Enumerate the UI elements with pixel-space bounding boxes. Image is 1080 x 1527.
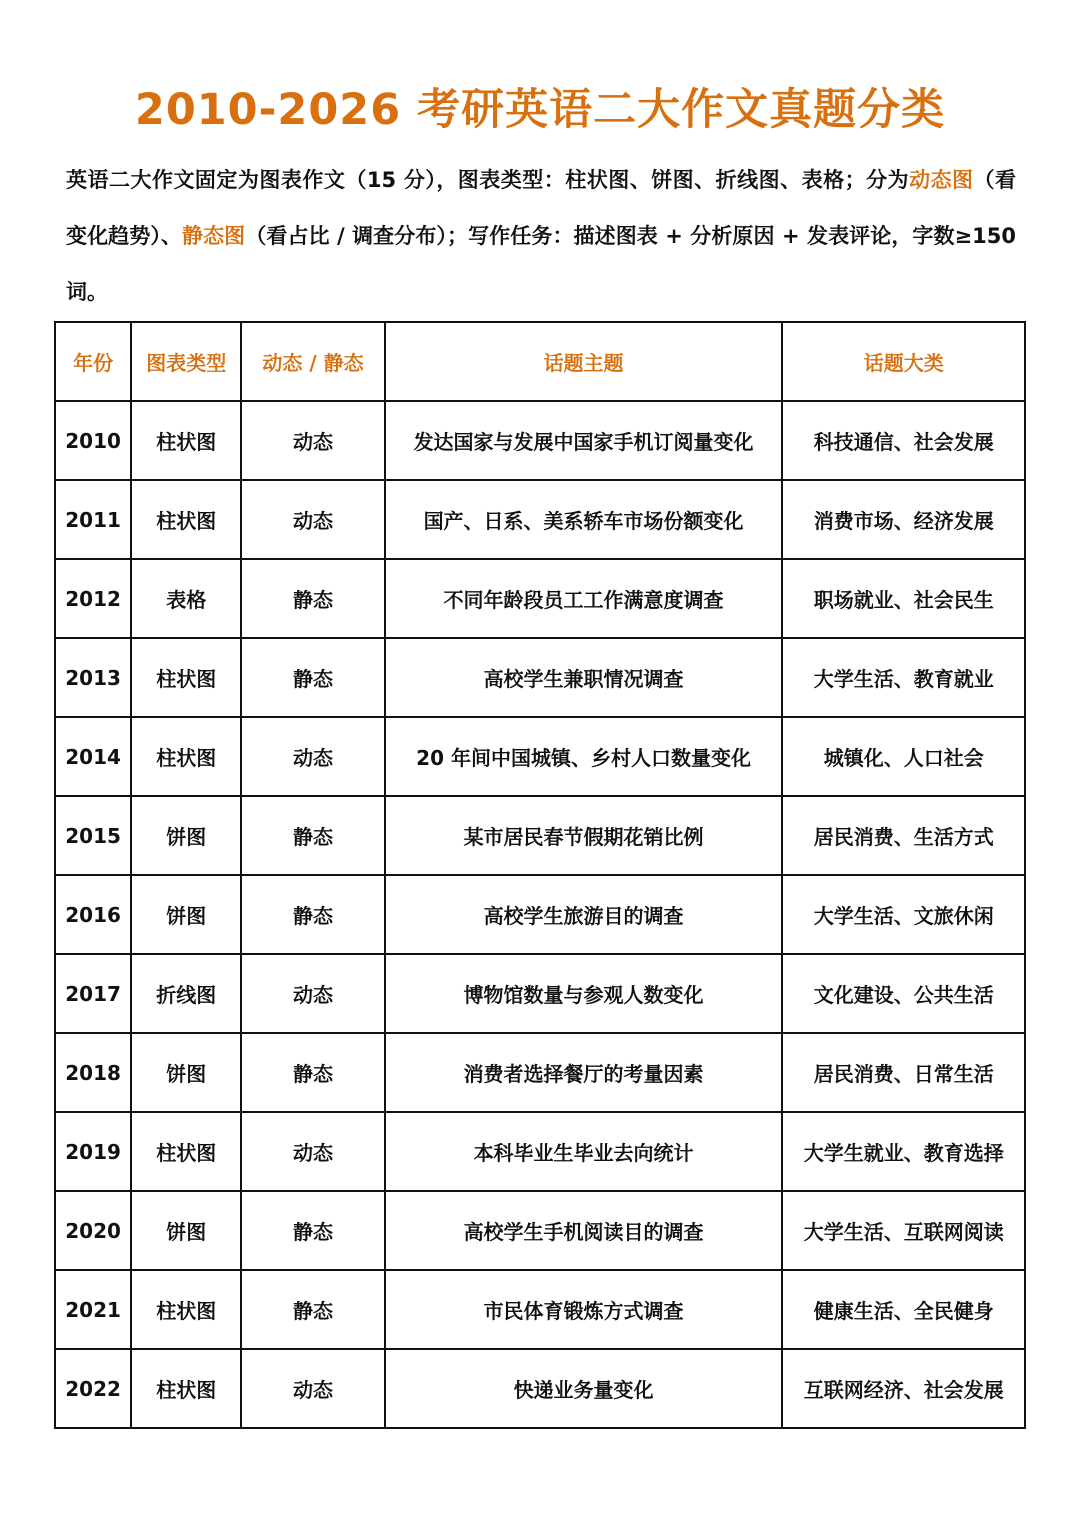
table-row <box>55 480 1025 559</box>
category-cell: 居民消费、生活方式 <box>782 796 1025 875</box>
category-cell: 居民消费、日常生活 <box>782 1033 1025 1112</box>
mode-cell: 动态 <box>241 954 384 1033</box>
mode-cell: 动态 <box>241 1349 384 1428</box>
page-title: 2010-2026 考研英语二大作文真题分类 <box>134 85 946 135</box>
table-row <box>55 954 1025 1033</box>
chart-type-cell: 饼图 <box>131 1033 241 1112</box>
category-cell: 文化建设、公共生活 <box>782 954 1025 1033</box>
table-row <box>55 1033 1025 1112</box>
header-chart-type: 图表类型 <box>131 322 241 401</box>
chart-type-cell: 折线图 <box>131 954 241 1033</box>
header-category: 话题大类 <box>782 322 1025 401</box>
chart-type-cell: 柱状图 <box>131 1112 241 1191</box>
topic-cell: 高校学生兼职情况调查 <box>385 638 783 717</box>
mode-cell: 静态 <box>241 638 384 717</box>
table-row <box>55 796 1025 875</box>
chart-type-cell: 柱状图 <box>131 480 241 559</box>
chart-type-cell: 饼图 <box>131 796 241 875</box>
category-cell: 大学生活、互联网阅读 <box>782 1191 1025 1270</box>
mode-cell: 静态 <box>241 796 384 875</box>
year-cell: 2022 <box>55 1349 131 1428</box>
mode-cell: 静态 <box>241 1270 384 1349</box>
year-cell: 2013 <box>55 638 131 717</box>
mode-cell: 静态 <box>241 1033 384 1112</box>
topic-cell: 高校学生旅游目的调查 <box>385 875 783 954</box>
table-row <box>55 875 1025 954</box>
chart-type-cell: 柱状图 <box>131 638 241 717</box>
chart-type-cell: 饼图 <box>131 1191 241 1270</box>
year-cell: 2021 <box>55 1270 131 1349</box>
category-cell: 职场就业、社会民生 <box>782 559 1025 638</box>
topic-cell: 市民体育锻炼方式调查 <box>385 1270 783 1349</box>
category-cell: 健康生活、全民健身 <box>782 1270 1025 1349</box>
topic-cell: 博物馆数量与参观人数变化 <box>385 954 783 1033</box>
chart-type-cell: 表格 <box>131 559 241 638</box>
essay-topics-table <box>54 321 1026 1429</box>
table-row <box>55 401 1025 480</box>
header-year: 年份 <box>55 322 131 401</box>
topic-cell: 发达国家与发展中国家手机订阅量变化 <box>385 401 783 480</box>
mode-cell: 静态 <box>241 1191 384 1270</box>
topic-cell: 不同年龄段员工工作满意度调查 <box>385 559 783 638</box>
category-cell: 大学生活、文旅休闲 <box>782 875 1025 954</box>
topic-cell: 国产、日系、美系轿车市场份额变化 <box>385 480 783 559</box>
mode-cell: 动态 <box>241 717 384 796</box>
topic-cell: 本科毕业生毕业去向统计 <box>385 1112 783 1191</box>
topic-cell: 某市居民春节假期花销比例 <box>385 796 783 875</box>
table-row <box>55 559 1025 638</box>
table-row <box>55 1112 1025 1191</box>
year-cell: 2019 <box>55 1112 131 1191</box>
category-cell: 消费市场、经济发展 <box>782 480 1025 559</box>
topic-cell: 快递业务量变化 <box>385 1349 783 1428</box>
category-cell: 大学生活、教育就业 <box>782 638 1025 717</box>
year-cell: 2018 <box>55 1033 131 1112</box>
year-cell: 2017 <box>55 954 131 1033</box>
category-cell: 科技通信、社会发展 <box>782 401 1025 480</box>
table-row <box>55 638 1025 717</box>
mode-cell: 静态 <box>241 559 384 638</box>
chart-type-cell: 柱状图 <box>131 401 241 480</box>
mode-cell: 静态 <box>241 875 384 954</box>
table-header-row <box>55 322 1025 401</box>
year-cell: 2020 <box>55 1191 131 1270</box>
year-cell: 2010 <box>55 401 131 480</box>
table-row <box>55 717 1025 796</box>
header-topic: 话题主题 <box>385 322 783 401</box>
mode-cell: 动态 <box>241 401 384 480</box>
year-cell: 2015 <box>55 796 131 875</box>
chart-type-cell: 柱状图 <box>131 717 241 796</box>
year-cell: 2012 <box>55 559 131 638</box>
chart-type-cell: 饼图 <box>131 875 241 954</box>
mode-cell: 动态 <box>241 480 384 559</box>
category-cell: 互联网经济、社会发展 <box>782 1349 1025 1428</box>
static-chart-highlight: 静态图 <box>182 224 246 248</box>
table-row <box>55 1349 1025 1428</box>
topic-cell: 高校学生手机阅读目的调查 <box>385 1191 783 1270</box>
intro-text-1: 英语二大作文固定为图表作文（15 分），图表类型：柱状图、饼图、折线图、表格；分为 <box>66 168 910 192</box>
category-cell: 城镇化、人口社会 <box>782 717 1025 796</box>
intro-paragraph <box>66 152 1016 320</box>
category-cell: 大学生就业、教育选择 <box>782 1112 1025 1191</box>
header-mode: 动态 / 静态 <box>241 322 384 401</box>
intro-text-3: （看占比 / 调查分布）；写作任务：描述图表 + 分析原因 + 发表评论，字数≥150 词。 <box>66 224 1017 304</box>
table-row <box>55 1270 1025 1349</box>
year-cell: 2016 <box>55 875 131 954</box>
intro-text-2: （看变化趋势）、 <box>66 168 1017 248</box>
topic-cell: 消费者选择餐厅的考量因素 <box>385 1033 783 1112</box>
chart-type-cell: 柱状图 <box>131 1349 241 1428</box>
year-cell: 2011 <box>55 480 131 559</box>
chart-type-cell: 柱状图 <box>131 1270 241 1349</box>
dynamic-chart-highlight: 动态图 <box>909 168 974 192</box>
table-row <box>55 1191 1025 1270</box>
topic-cell: 20 年间中国城镇、乡村人口数量变化 <box>385 717 783 796</box>
year-cell: 2014 <box>55 717 131 796</box>
mode-cell: 动态 <box>241 1112 384 1191</box>
